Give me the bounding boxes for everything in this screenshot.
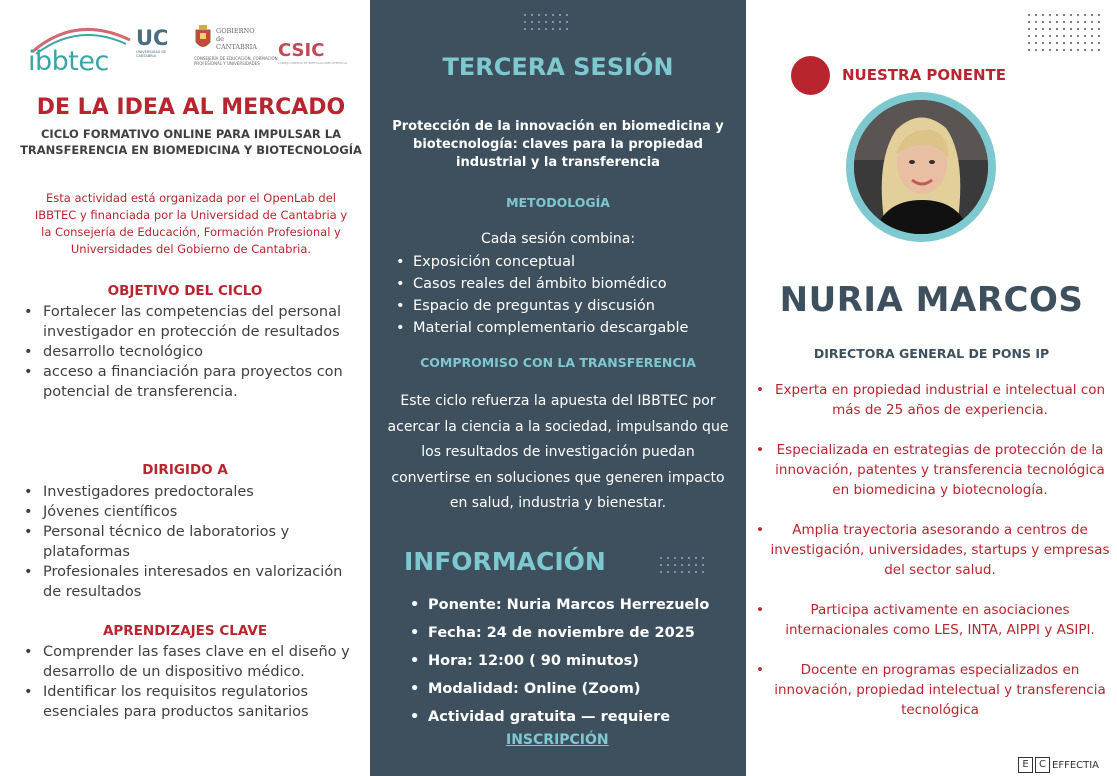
info-item-date: • Fecha: 24 de noviembre de 2025 (410, 619, 740, 647)
dot (531, 14, 533, 16)
dot (1063, 42, 1065, 44)
dot (531, 21, 533, 23)
dot (1035, 21, 1037, 23)
compromiso-text: Este ciclo refuerza la apuesta del IBBTEC por acercar la ciencia a la sociedad, impulsando que los resultados de investigación puedan convertirse en soluciones que generen impacto en salud, industria y bienestar. (387, 393, 729, 511)
dot (524, 21, 526, 23)
speaker-portrait-icon (854, 100, 988, 234)
dot (531, 28, 533, 30)
dot (1070, 21, 1072, 23)
dot (1084, 49, 1086, 51)
list-item: • Experta en propiedad industrial e intelectual con más de 25 años de experiencia. (754, 380, 1112, 420)
metodologia-intro: Cada sesión combina: (480, 231, 636, 247)
dot (545, 28, 547, 30)
dot (1042, 42, 1044, 44)
dot (1042, 14, 1044, 16)
dot (1035, 49, 1037, 51)
dot (702, 557, 704, 559)
dot (524, 28, 526, 30)
dot (1091, 35, 1093, 37)
speaker-role: DIRECTORA GENERAL DE PONS IP (813, 346, 1050, 361)
dot (1056, 49, 1058, 51)
dot (1077, 14, 1079, 16)
dot (1091, 14, 1093, 16)
dot (1070, 42, 1072, 44)
dot (688, 557, 690, 559)
dot (1098, 42, 1100, 44)
dot (688, 564, 690, 566)
aprendizajes-heading: APRENDIZAJES CLAVE (102, 623, 268, 639)
dot (538, 28, 540, 30)
dot (545, 21, 547, 23)
ibbtec-logo: ibbtec (28, 46, 109, 77)
dot (702, 564, 704, 566)
list-item: • Casos reales del ámbito biomédico (394, 273, 734, 295)
dot (566, 21, 568, 23)
session-title: TERCERA SESIÓN (442, 53, 674, 81)
dot (1077, 28, 1079, 30)
dot (524, 14, 526, 16)
info-item-speaker: • Ponente: Nuria Marcos Herrezuelo (410, 591, 740, 619)
speaker-bio-list (754, 380, 1112, 720)
aprendizajes-list (22, 642, 362, 722)
list-item: • Amplia trayectoria asesorando a centros de investigación, universidades, startups y empresas del sector salud. (754, 520, 1112, 580)
list-item: • Profesionales interesados en valorización de resultados (22, 562, 362, 602)
csic-logo: CSIC (278, 40, 325, 61)
dot (1063, 28, 1065, 30)
dot (1035, 42, 1037, 44)
dot (1056, 14, 1058, 16)
list-item: • Personal técnico de laboratorios y plataformas (22, 522, 362, 562)
dot (1098, 28, 1100, 30)
info-item-time: • Hora: 12:00 ( 90 minutos) (410, 647, 740, 675)
dot (538, 21, 540, 23)
dot (1091, 42, 1093, 44)
dot (1028, 35, 1030, 37)
list-item: • Investigadores predoctorales (22, 482, 362, 502)
dot (667, 571, 669, 573)
speaker-photo (854, 100, 988, 234)
dot (1049, 35, 1051, 37)
dot (1084, 28, 1086, 30)
dot (1091, 28, 1093, 30)
dot (545, 14, 547, 16)
dot (552, 21, 554, 23)
dot (1056, 28, 1058, 30)
dot (660, 564, 662, 566)
compromiso-heading: COMPROMISO CON LA TRANSFERENCIA (420, 355, 696, 370)
dot (1049, 28, 1051, 30)
dot (559, 28, 561, 30)
metodologia-list (394, 251, 734, 339)
left-column (0, 0, 370, 776)
dot (1042, 21, 1044, 23)
session-subject: Protección de la innovación en biomedicina y biotecnología: claves para la propiedad industrial y la transferencia (392, 119, 724, 170)
dot (1035, 14, 1037, 16)
dot (1084, 42, 1086, 44)
dot (695, 571, 697, 573)
speaker-photo-frame (846, 92, 996, 242)
dot (1028, 14, 1030, 16)
dot (660, 571, 662, 573)
dot (674, 564, 676, 566)
dot (1077, 35, 1079, 37)
objetivo-list (22, 302, 362, 402)
dot (1091, 49, 1093, 51)
dot (1049, 49, 1051, 51)
decorative-dots (660, 557, 704, 573)
dot (1049, 21, 1051, 23)
dot (1084, 35, 1086, 37)
dot (1063, 14, 1065, 16)
dot (1098, 21, 1100, 23)
csic-logo-subtitle: CONSEJO SUPERIOR DE INVESTIGACIONES CIENTÍFICAS (278, 62, 348, 65)
decorative-dots (524, 14, 568, 30)
list-item: • Exposición conceptual (394, 251, 734, 273)
dirigido-list (22, 482, 362, 602)
right-column (746, 0, 1117, 776)
dot (566, 28, 568, 30)
logo-bar: ibbtec UC UNIVERSIDAD DE CANTABRIA GOBIERNO de CANTABRIA CONSEJERÍA DE EDUCACIÓN, FORMACIÓN PROFESIONAL Y UNIVERSIDADES CSIC CONSEJO SUPERIOR DE INVESTIGACIONES CIENTÍFICAS (22, 16, 362, 80)
red-circle-decoration (791, 56, 830, 95)
dot (695, 557, 697, 559)
dot (1028, 42, 1030, 44)
decorative-dots (1028, 14, 1100, 51)
dot (667, 564, 669, 566)
speaker-label: NUESTRA PONENTE (842, 66, 1006, 84)
list-item: • Identificar los requisitos regulatorios esenciales para productos sanitarios (22, 682, 362, 722)
middle-column (370, 0, 746, 776)
dot (702, 571, 704, 573)
dot (1070, 49, 1072, 51)
dot (1070, 14, 1072, 16)
dot (1091, 21, 1093, 23)
dirigido-heading: DIRIGIDO A (142, 462, 228, 478)
event-title: DE LA IDEA AL MERCADO (36, 95, 346, 120)
dot (695, 564, 697, 566)
dot (1077, 21, 1079, 23)
dot (552, 14, 554, 16)
dot (681, 571, 683, 573)
list-item: • Especializada en estrategias de protección de la innovación, patentes y transferencia tecnológica en biomedicina y biotecnología. (754, 440, 1112, 500)
dot (1084, 21, 1086, 23)
speaker-name: NURIA MARCOS (779, 280, 1084, 320)
dot (1063, 35, 1065, 37)
list-item: • Fortalecer las competencias del personal investigador en protección de resultados (22, 302, 362, 342)
dot (559, 21, 561, 23)
dot (1098, 14, 1100, 16)
dot (660, 557, 662, 559)
info-heading: INFORMACIÓN (404, 547, 606, 576)
dot (1070, 35, 1072, 37)
list-item: • desarrollo tecnológico (22, 342, 362, 362)
dot (667, 557, 669, 559)
uc-logo: UC UNIVERSIDAD DE CANTABRIA (136, 26, 169, 58)
dot (1056, 35, 1058, 37)
dot (674, 557, 676, 559)
dot (1063, 49, 1065, 51)
event-subtitle: CICLO FORMATIVO ONLINE PARA IMPULSAR LA TRANSFERENCIA EN BIOMEDICINA Y BIOTECNOLOGÍA (20, 127, 362, 157)
dot (1028, 49, 1030, 51)
coat-of-arms-icon (194, 24, 212, 52)
list-item: • acceso a financiación para proyectos con potencial de transferencia. (22, 362, 362, 402)
list-item: • Material complementario descargable (394, 317, 734, 339)
dot (1042, 49, 1044, 51)
info-item-free: • Actividad gratuita — requiere (410, 703, 740, 731)
dot (552, 28, 554, 30)
list-item: • Jóvenes científicos (22, 502, 362, 522)
dot (1098, 49, 1100, 51)
dot (1070, 28, 1072, 30)
organizer-text: Esta actividad está organizada por el OpenLab del IBBTEC y financiada por la Universidad de Cantabria y la Consejería de Educación, Formación Profesional y Universidades del Gobierno de Cantabria. (34, 191, 348, 256)
dot (1077, 49, 1079, 51)
list-item: • Espacio de preguntas y discusión (394, 295, 734, 317)
dot (688, 571, 690, 573)
dot (1028, 21, 1030, 23)
dot (566, 14, 568, 16)
list-item: • Docente en programas especializados en innovación, propiedad intelectual y transferencia tecnológica (754, 660, 1112, 720)
dot (1035, 28, 1037, 30)
effectia-logo: E C EFFECTIA (1018, 757, 1099, 773)
dot (674, 571, 676, 573)
dot (1098, 35, 1100, 37)
info-list (410, 591, 740, 731)
dot (1063, 21, 1065, 23)
objetivo-heading: OBJETIVO DEL CICLO (107, 283, 263, 299)
dot (1042, 28, 1044, 30)
dot (1084, 14, 1086, 16)
dot (559, 14, 561, 16)
dot (681, 564, 683, 566)
dot (1056, 42, 1058, 44)
dot (1056, 21, 1058, 23)
dot (1042, 35, 1044, 37)
metodologia-heading: METODOLOGÍA (506, 195, 610, 210)
dot (538, 14, 540, 16)
dot (681, 557, 683, 559)
list-item: • Comprender las fases clave en el diseño y desarrollo de un dispositivo médico. (22, 642, 362, 682)
info-item-modality: • Modalidad: Online (Zoom) (410, 675, 740, 703)
dot (1077, 42, 1079, 44)
dot (1049, 42, 1051, 44)
dot (1049, 14, 1051, 16)
inscripcion-link[interactable]: INSCRIPCIÓN (506, 732, 609, 748)
dot (1035, 35, 1037, 37)
list-item: • Participa activamente en asociaciones internacionales como LES, INTA, AIPPI y ASIPI. (754, 600, 1112, 640)
dot (1028, 28, 1030, 30)
